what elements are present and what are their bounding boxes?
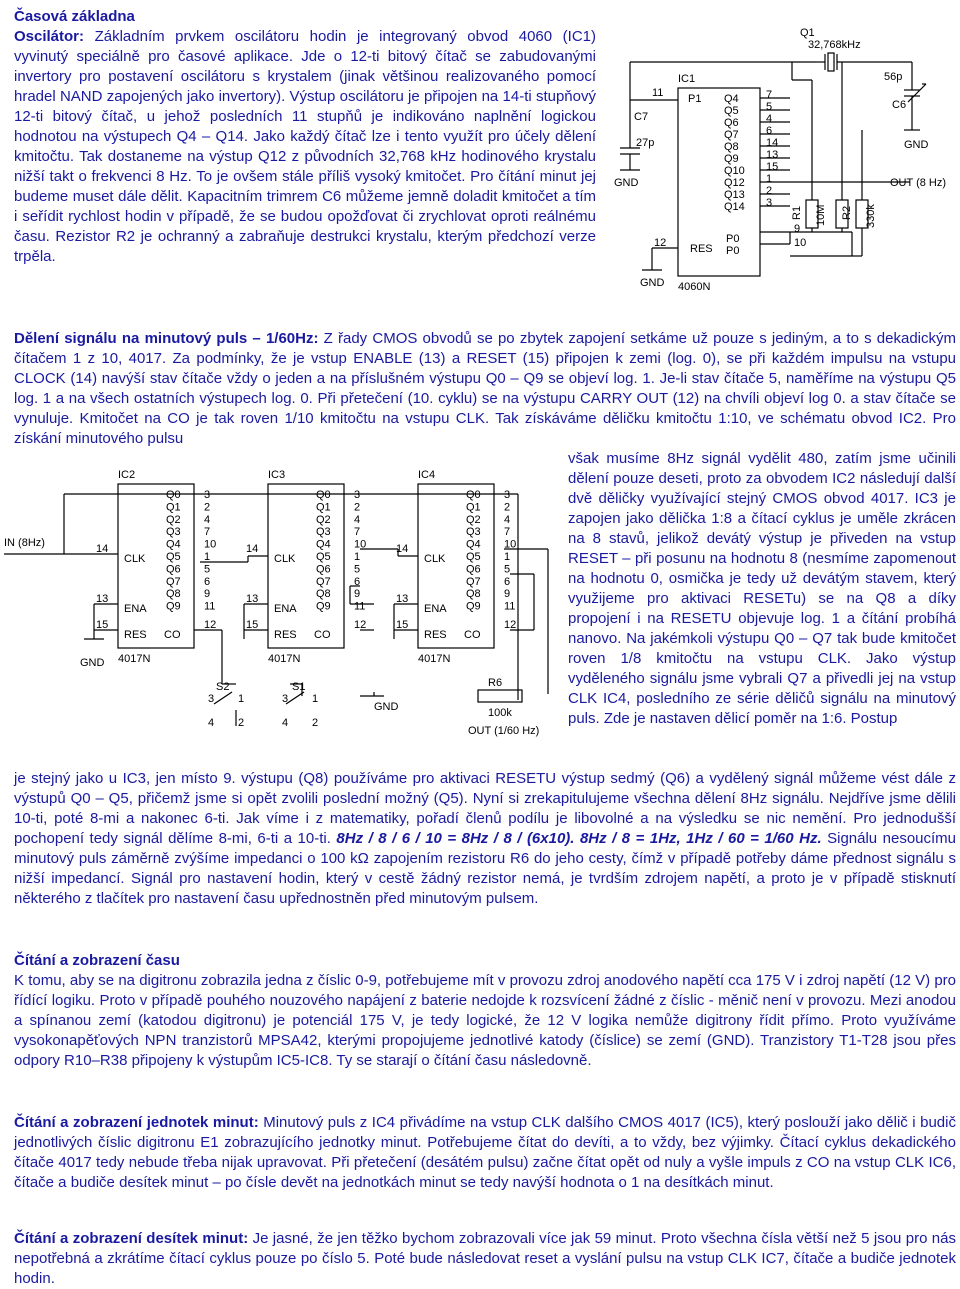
oscillator-lead: Oscilátor: (14, 28, 85, 45)
counter-output-label: Q8 (166, 588, 181, 601)
counter-pin-number: 7 (204, 526, 211, 539)
counter-pin-number: 2 (504, 501, 511, 514)
ic1-output-label: Q5 (724, 105, 739, 117)
counter-pin-number: 10 (204, 538, 217, 551)
minute-paragraph-bottom (14, 769, 956, 909)
pin12-label: 12 (354, 619, 367, 631)
r6-label: R6 (488, 677, 503, 689)
ic1-output-label: Q8 (724, 141, 739, 153)
ic1-output-label: Q14 (724, 201, 745, 213)
counter-output-label: Q6 (466, 563, 481, 576)
c6-label: C6 (892, 99, 907, 111)
r6-value: 100k (488, 707, 512, 719)
tens-text: Je jasné, že jen těžko bychom zobrazovali více jak 59 minut. Proto všechna čísla větší než 5 jsou pro nás nepotřebná a zkrátíme čítací cyklus pouze po číslo 5. Poté bude následovat reset a vyslání pulsu na vstup CLK IC7, čítače a budiče jednotek hodin. (14, 1230, 956, 1287)
counter-output-label: Q4 (316, 538, 331, 551)
ic1-pin-number: 7 (766, 89, 773, 101)
p1-label: P1 (688, 93, 702, 105)
switch-pin: 4 (208, 717, 215, 729)
counter-pin-number: 4 (504, 513, 511, 526)
minute-text-side-start: Pro získání minutového pulsu (14, 410, 956, 447)
counter-pin-number: 2 (204, 501, 211, 514)
ic1-output-label: Q9 (724, 153, 739, 165)
minute-section-top (14, 329, 956, 449)
timebase-section (14, 7, 596, 267)
out-1-60hz-label: OUT (1/60 Hz) (468, 725, 540, 737)
minute-text-after: Signálu nesoucímu minutový puls záměrně zvýšíme impedanci o 100 kΩ zapojením rezistoru R6 do jeho cesty, čímž v případě potřeby dáme přednost signálu s nižší impedancí. Signál pro nastavení hodin, který v cestě žádný rezistor nemá, je tvrdším zdrojem napětí, a proto je v případě stisknutí některého z tlačítek pro nastavení času upřednostněn před minutovým pulsem. (14, 830, 957, 907)
minute-paragraph-top (14, 329, 956, 449)
pin13-label: 13 (96, 593, 109, 605)
counter-pin-number: 11 (354, 600, 366, 613)
counter-pin-number: 4 (354, 513, 361, 526)
co-label: CO (314, 629, 331, 641)
units-lead: Čítání a zobrazení jednotek minut: (14, 1114, 259, 1131)
counter-output-label: Q6 (316, 563, 331, 576)
res-label: RES (274, 629, 297, 641)
ic2-label: IC2 (118, 469, 136, 481)
counter-output-label: Q9 (466, 600, 481, 613)
ena-label: ENA (124, 603, 147, 615)
counter-output-label: Q7 (316, 575, 331, 588)
pin12-label: 12 (204, 619, 217, 631)
switch-pin: 2 (238, 717, 245, 729)
counter-output-label: Q5 (466, 551, 481, 563)
counter-output-label: Q1 (316, 501, 331, 514)
s2-label: S2 (216, 681, 230, 693)
gnd-bottom: GND (640, 277, 665, 289)
r2-label: R2 (841, 205, 853, 220)
p0b-label: P0 (726, 245, 740, 257)
counter-pin-number: 6 (504, 575, 511, 588)
oscillator-schematic (612, 20, 952, 295)
gnd-right: GND (904, 139, 929, 151)
counter-output-label: Q5 (166, 551, 181, 563)
c6-value: 56p (884, 71, 903, 83)
switch-pin: 3 (208, 693, 215, 705)
counter-pin-number: 7 (354, 526, 361, 539)
r1-value: 10M (815, 204, 827, 226)
ic1-output-label: Q12 (724, 177, 745, 189)
pin15-label: 15 (396, 619, 409, 631)
tens-lead: Čítání a zobrazení desítek minut: (14, 1230, 249, 1247)
tens-section (14, 1229, 956, 1289)
oscillator-paragraph (14, 27, 596, 267)
ic1-output-label: Q6 (724, 117, 739, 129)
co-label: CO (464, 629, 481, 641)
counter-pin-number: 3 (504, 489, 511, 501)
ic3-label: IC3 (268, 469, 286, 481)
clk-label: CLK (274, 553, 296, 565)
counter-output-label: Q2 (466, 513, 481, 526)
switch-pin: 1 (312, 693, 319, 705)
pin15-label: 15 (246, 619, 259, 631)
counter-output-label: Q0 (166, 489, 181, 501)
switch-pin: 2 (312, 717, 319, 729)
counter-output-label: Q2 (316, 513, 331, 526)
pin10-label: 10 (794, 237, 807, 249)
count-section (14, 951, 956, 1071)
s1-label: S1 (292, 681, 306, 693)
counter-output-label: Q4 (466, 538, 481, 551)
division-formula: 8Hz / 8 / 6 / 10 = 8Hz / 8 / (6x10). 8Hz / 8 = 1Hz, 1Hz / 60 = 1/60 Hz. (336, 830, 822, 847)
counter-pin-number: 9 (354, 588, 361, 601)
counter-pin-number: 6 (354, 575, 361, 588)
res-label: RES (424, 629, 447, 641)
divider-schematic (4, 464, 564, 754)
out-8hz-label: OUT (8 Hz) (890, 177, 947, 189)
counter-output-label: Q0 (466, 489, 481, 501)
counter-output-label: Q7 (166, 575, 181, 588)
switch-pin: 3 (282, 693, 289, 705)
counter-pin-number: 1 (204, 551, 211, 563)
counter-pin-number: 5 (204, 563, 211, 576)
r2-value: 330k (865, 204, 877, 228)
ena-label: ENA (274, 603, 297, 615)
r1-label: R1 (791, 205, 803, 220)
counter-output-label: Q0 (316, 489, 331, 501)
ic1-label: IC1 (678, 73, 696, 85)
counter-output-label: Q3 (166, 526, 181, 539)
ic1-pin-number: 14 (766, 137, 779, 149)
clk-label: CLK (424, 553, 446, 565)
counter-pin-number: 11 (504, 600, 516, 613)
units-text: Minutový puls z IC4 přivádíme na vstup CLK dalšího CMOS 4017 (IC5), který poslouží jako dělič i budič jednotlivých číslic digitronu E1 zobrazujícího jednotky minut. Potřebujeme čítat do devíti, a to vždy, bez výjimky. Čítací cyklus dekadického čítače 4017 tedy nebude třeba nijak upravovat. Při přetečení (desátém pulsu) začne čítat opět od nuly a vyšle impuls z CO na vstup CLK IC6, čítače a budiče desítek minut – po čísle devět na jednotkách minut se tedy navýší hodnota o 1 na desítkách minut. (14, 1114, 956, 1191)
minute-text-top: Z řady CMOS obvodů se po zbytek zapojení setkáme už pouze s jediným, a to s dekadickým čítačem 1 z 10, 4017. Za podmínky, že je vstup ENABLE (13) a RESET (15) připojen k zemi (log. 0), se při každém impulsu na vstupu CLOCK (14) navýší stav čítače vždy o jeden a na příslušném výstupu Q0 – Q9 se objeví log. 1. Je-li stav čítače 5, naměříme na výstupu Q5 log. 1 a na všech ostatních výstupech log. 0. Při přetečení (10. cyklu) se na výstupu CARRY OUT (12) na chvíli objeví log 0. a stav čítače se vynuluje. Kmitočet na CO je tak roven 1/10 kmitočtu na vstupu CLK. Tak získáváme děličku kmitočtu 1:10, ve schématu obvod IC2. (14, 330, 956, 427)
counter-output-label: Q2 (166, 513, 181, 526)
counter-output-label: Q9 (166, 600, 181, 613)
counter-output-label: Q1 (466, 501, 481, 514)
counter-output-label: Q9 (316, 600, 331, 613)
pin14-label: 14 (246, 543, 259, 555)
in-8hz-label: IN (8Hz) (4, 537, 45, 549)
minute-text-bottom: je stejný jako u IC3, jen místo 9. výstupu (Q8) používáme pro aktivaci RESETU výstup sedmý (Q6) a vydělený signál můžeme vést dále z výstupů Q0 – Q5, přičemž jsme si opět zvolili poslední možný (Q5). Nyní si zrekapitulujeme všechna dělení 8Hz signálu. Nejdříve jsme dělili 10-ti, poté 8-mi a nakonec 6-ti. Jak víme i z matematiky, pořadí členů podílu je libovolné a na výsledku se nic nemění. Pro jednodušší pochopení tedy signál dělíme 8-mi, 6-ti a 10-ti. (14, 770, 956, 847)
pin12-label: 12 (654, 237, 667, 249)
oscillator-text: Základním prvkem oscilátoru hodin je integrovaný obvod 4060 (IC1) vyvinutý speciálně pro časové aplikace. Jde o 12-ti bitový čítač se zabudovanými invertory pro postavení oscilátoru s krystalem (jinak většinou realizovaného pomocí hradel NAND zapojených jako invertory). Výstup oscilátoru je připojen na 14-ti stupňový 12-ti bitový čítač, u jehož posledních 11 stupňů je indikováno naplnění logickou hodnotou na výstupech Q4 – Q14. Jako každý čítač lze i tento využít pro účely dělení kmitočtu. Tak dostaneme na výstup Q12 z původních 32,768 kHz hodinového krystalu nižší takt o frekvenci 8 Hz. To je ovšem stále příliš vysoký kmitočet. Pro čítání minut jej budeme muset dále dělit. Kapacitním trimrem C6 můžeme jemně doladit kmitočet a tím i seřídit rychlost hodin v případě, že se budou opožďovat či zrychlovat oproti reálnému času. Rezistor R2 je ochranný a zabraňuje destrukci krystalu, kterým předchozí verze trpěla. (14, 28, 596, 265)
counter-output-label: Q8 (466, 588, 481, 601)
units-paragraph (14, 1113, 956, 1193)
counter-output-label: Q8 (316, 588, 331, 601)
counter-pin-number: 3 (354, 489, 361, 501)
res-label: RES (124, 629, 147, 641)
counter-pin-number: 7 (504, 526, 511, 539)
ic1-output-label: Q4 (724, 93, 739, 105)
counter-pin-number: 4 (204, 513, 211, 526)
ic1-pin-number: 1 (766, 173, 773, 185)
units-section (14, 1113, 956, 1193)
ic1-pin-number: 2 (766, 185, 773, 197)
counter-pin-number: 5 (504, 563, 511, 576)
chip-ic3-label: 4017N (268, 653, 301, 665)
pin14-label: 14 (96, 543, 109, 555)
counter-pin-number: 1 (504, 551, 511, 563)
gnd-label-mid: GND (374, 701, 399, 713)
pin14-label: 14 (396, 543, 409, 555)
co-label: CO (164, 629, 181, 641)
c7-value: 27p (636, 137, 655, 149)
pin11-label: 11 (652, 87, 664, 99)
counter-output-label: Q6 (166, 563, 181, 576)
counter-pin-number: 6 (204, 575, 211, 588)
counter-pin-number: 2 (354, 501, 361, 514)
counter-output-label: Q4 (166, 538, 181, 551)
ic1-pin-number: 13 (766, 149, 779, 161)
q1-label: Q1 (800, 27, 815, 39)
pin9-label: 9 (794, 223, 801, 235)
c7-label: C7 (634, 111, 649, 123)
counter-pin-number: 11 (204, 600, 216, 613)
minute-side-text (568, 449, 956, 729)
minute-text-side: však musíme 8Hz signál vydělit 480, zatím jsme učinili dělení pouze deseti, proto za obvodem IC2 následují další dvě děličky využívající stejný CMOS obvod 4017. IC3 je zapojen jako dělička 1:8 a čítací cyklus je uměle zkrácen na 8 stavů, jelikož devátý výstup je přiveden na vstup RESET – při posunu na hodnotu 8 (nesmíme zapomenout na hodnotu 0, osmička je tedy už devátým stavem, který využijeme pro aktivaci RESETu) se na Q8 a díky propojení i na RESETU objevuje log. 1 a čítání probíhá nanovo. Na jakémkoli výstupu Q0 – Q7 tak bude kmitočet roven 1/8 kmitočtu na vstupu CLK. Jako výstup vyděleného signálu jsme vybrali Q7 a přivedli jej na vstup CLK IC4, posledního ze série děličů signálu na minutový puls. Zde je nastaven dělicí poměr na 1:6. Postup (568, 450, 956, 727)
p0-label: P0 (726, 233, 740, 245)
clk-label: CLK (124, 553, 146, 565)
count-paragraph: K tomu, aby se na digitronu zobrazila jedna z číslic 0-9, potřebujeme mít v provozu zdroj anodového napětí cca 175 V i zdroj napětí (12 V) pro řídící logiku. Proto v případě pouhého nouzového napájení z baterie nedojde k rozsvícení žádné z číslic - měnič není v provozu. Mezi anodou a spínanou zemí (katodou digitronu) je potenciál 175 V, je tedy logické, že 12 V logika nemůže digitrony řídit přímo. Proto využíváme vysokonapěťových NPN tranzistorů MPSA42, kterými propojujeme jednotlivé katody (číslice) se zemí (GND). Tranzistory T1-T28 jsou přes odpory R10–R38 připojeny k výstupům IC5-IC8. Ty se starají o čítání času následovně. (14, 972, 956, 1069)
tens-paragraph (14, 1229, 956, 1289)
ic1-output-label: Q10 (724, 165, 745, 177)
counter-output-label: Q1 (166, 501, 181, 514)
counter-output-label: Q7 (466, 575, 481, 588)
ic1-pin-number: 15 (766, 161, 779, 173)
chip-ic4-label: 4017N (418, 653, 451, 665)
counter-pin-number: 9 (204, 588, 211, 601)
counter-pin-number: 9 (504, 588, 511, 601)
counter-output-label: Q3 (466, 526, 481, 539)
pin15-label: 15 (96, 619, 109, 631)
counter-pin-number: 1 (354, 551, 361, 563)
q1-value: 32,768kHz (808, 39, 861, 51)
ic4-label: IC4 (418, 469, 436, 481)
ic1-pin-number: 4 (766, 113, 773, 125)
ic1-output-label: Q7 (724, 129, 739, 141)
minute-lead: Dělení signálu na minutový puls – 1/60Hz: (14, 330, 319, 347)
switch-pin: 4 (282, 717, 289, 729)
chip-ic2-label: 4017N (118, 653, 151, 665)
switch-pin: 1 (238, 693, 245, 705)
counter-output-label: Q3 (316, 526, 331, 539)
ic1-pin-number: 3 (766, 197, 773, 209)
gnd-left: GND (614, 177, 639, 189)
pin12-label: 12 (504, 619, 517, 631)
minute-bottom-block (14, 769, 956, 909)
ic1-pin-number: 6 (766, 125, 773, 137)
pin13-label: 13 (396, 593, 409, 605)
pin13-label: 13 (246, 593, 259, 605)
counter-pin-number: 5 (354, 563, 361, 576)
res-label: RES (690, 243, 713, 255)
ic1-pin-number: 5 (766, 101, 773, 113)
gnd-label-left: GND (80, 657, 105, 669)
counter-pin-number: 10 (354, 538, 367, 551)
counter-pin-number: 3 (204, 489, 211, 501)
counter-pin-number: 10 (504, 538, 517, 551)
timebase-heading: Časová základna (14, 8, 135, 25)
count-heading: Čítání a zobrazení času (14, 952, 180, 969)
chip-4060n-label: 4060N (678, 281, 711, 293)
counter-output-label: Q5 (316, 551, 331, 563)
ic1-output-label: Q13 (724, 189, 745, 201)
ena-label: ENA (424, 603, 447, 615)
